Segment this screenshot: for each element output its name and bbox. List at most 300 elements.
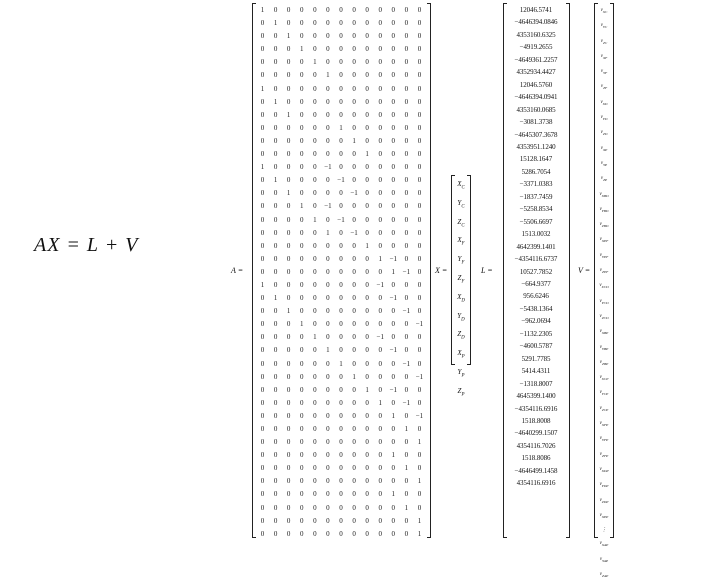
vector_L-entry: −4646499.1458 bbox=[514, 466, 558, 475]
matrix-a-entry: 0 bbox=[313, 150, 317, 159]
matrix-a-entry: 0 bbox=[404, 32, 409, 41]
vector-l-label: L = bbox=[481, 266, 493, 275]
matrix-a-entry: 0 bbox=[260, 438, 265, 447]
matrix-a-entry: −1 bbox=[415, 372, 424, 381]
vector_V-entry: $v_{ZP}$ bbox=[600, 176, 608, 183]
matrix-a-entry: 0 bbox=[365, 97, 369, 106]
matrix-a-entry: 0 bbox=[300, 346, 304, 355]
matrix-a-entry: 0 bbox=[391, 438, 396, 447]
vector_V-entry: $v_{XAP}$ bbox=[599, 541, 609, 548]
matrix-a-entry: 0 bbox=[365, 333, 369, 342]
matrix-a-entry: 0 bbox=[391, 58, 396, 67]
matrix-a-entry: 0 bbox=[326, 97, 330, 106]
matrix-a-entry: 0 bbox=[365, 215, 369, 224]
matrix-a-entry: 0 bbox=[313, 163, 317, 172]
matrix-a-entry: 0 bbox=[313, 136, 317, 145]
matrix-a-entry: 0 bbox=[273, 516, 278, 525]
vector_X-entry: $Z_D$ bbox=[457, 330, 465, 341]
matrix-a-entry: 0 bbox=[260, 202, 265, 211]
matrix-a-entry: 0 bbox=[417, 490, 422, 499]
matrix-a-entry: 0 bbox=[339, 84, 343, 93]
matrix-a-entry: 0 bbox=[260, 451, 265, 460]
matrix-a-entry: 0 bbox=[313, 280, 317, 289]
matrix-a-entry: 0 bbox=[273, 385, 278, 394]
matrix-a-entry: −1 bbox=[402, 267, 411, 276]
vector-v-label: V = bbox=[578, 266, 591, 275]
vector_L-entry: −962.0694 bbox=[521, 317, 551, 326]
vector_L-entry: −3371.0383 bbox=[519, 180, 553, 189]
matrix-a-entry: 0 bbox=[326, 280, 330, 289]
matrix-a-entry: 0 bbox=[326, 150, 330, 159]
matrix-a-entry: 0 bbox=[260, 464, 265, 473]
matrix-a-entry: 0 bbox=[300, 228, 304, 237]
matrix-a-entry: 0 bbox=[300, 254, 304, 263]
matrix-a-entry: 0 bbox=[286, 333, 291, 342]
matrix-a-entry: 0 bbox=[260, 425, 265, 433]
matrix-a-entry: 1 bbox=[300, 202, 304, 211]
matrix-a-entry: 0 bbox=[378, 359, 382, 368]
matrix-a-entry: 0 bbox=[391, 189, 396, 198]
matrix-a-entry: 0 bbox=[404, 294, 409, 303]
matrix-a-entry: 0 bbox=[326, 529, 330, 538]
matrix-a-entry: 0 bbox=[391, 45, 396, 54]
matrix-a-entry: 0 bbox=[404, 529, 409, 538]
matrix-a-entry: 0 bbox=[260, 516, 265, 525]
matrix-a-entry: 0 bbox=[404, 438, 409, 447]
matrix-a-entry: 0 bbox=[260, 123, 265, 132]
matrix-a-entry: 0 bbox=[300, 280, 304, 289]
matrix-a-entry: 0 bbox=[378, 163, 382, 172]
matrix-a-entry: 1 bbox=[326, 228, 330, 237]
matrix-a-entry: 0 bbox=[273, 477, 278, 486]
matrix-a-entry: 0 bbox=[260, 32, 265, 41]
matrix-a-entry: 0 bbox=[286, 163, 291, 172]
matrix-a-entry: 0 bbox=[365, 280, 369, 289]
matrix-a-entry: 0 bbox=[339, 202, 343, 211]
matrix-a-entry: 1 bbox=[378, 398, 382, 407]
matrix-a-entry: 0 bbox=[352, 97, 356, 106]
matrix-a-entry: 0 bbox=[404, 215, 409, 224]
matrix-a-entry: 0 bbox=[391, 136, 396, 145]
matrix-a-entry: 0 bbox=[273, 163, 278, 172]
matrix-a-entry: 0 bbox=[352, 84, 356, 93]
matrix-a-entry: 0 bbox=[378, 411, 382, 420]
vector_L-entry: −4645307.3678 bbox=[514, 130, 558, 139]
matrix-a-entry: 0 bbox=[365, 202, 369, 211]
matrix-a-entry: 0 bbox=[404, 516, 409, 525]
matrix-a-entry: 0 bbox=[286, 123, 291, 132]
matrix-a-entry: 0 bbox=[365, 254, 369, 263]
vector_V-entry: $v_{YEF}$ bbox=[599, 252, 609, 259]
matrix-a-entry: 0 bbox=[326, 110, 330, 119]
matrix-a-entry: 1 bbox=[417, 438, 422, 447]
vector_V-entry: $v_{ZD}$ bbox=[600, 130, 608, 137]
matrix-a-entry: −1 bbox=[415, 320, 424, 329]
matrix-a-entry: 0 bbox=[300, 294, 304, 303]
matrix-a-entry: 0 bbox=[286, 202, 291, 211]
matrix-a-entry: 0 bbox=[313, 97, 317, 106]
matrix-a-entry: 0 bbox=[339, 136, 343, 145]
matrix-a-entry: 0 bbox=[339, 516, 343, 525]
matrix-a-entry: 0 bbox=[339, 97, 343, 106]
matrix-a-entry: 0 bbox=[313, 516, 317, 525]
matrix-a-entry: 0 bbox=[273, 136, 278, 145]
matrix-a-entry: 0 bbox=[300, 123, 304, 132]
matrix-a-entry: 0 bbox=[404, 254, 409, 263]
matrix-a-entry: 0 bbox=[378, 123, 382, 132]
matrix-a-entry: 0 bbox=[391, 110, 396, 119]
matrix-a-entry: 0 bbox=[326, 503, 330, 512]
matrix-a-entry: 0 bbox=[378, 228, 382, 237]
matrix-a-entry: 0 bbox=[365, 503, 369, 512]
matrix-a-entry: 0 bbox=[339, 294, 343, 303]
matrix-a-entry: 1 bbox=[391, 411, 396, 420]
matrix-a-entry: 0 bbox=[352, 6, 356, 14]
matrix-a-entry: 0 bbox=[417, 58, 422, 67]
matrix-a-entry: 0 bbox=[286, 58, 291, 67]
matrix-a-entry: 0 bbox=[352, 333, 356, 342]
vector_L-entry: −4649361.2257 bbox=[514, 55, 558, 64]
matrix-a-entry: 1 bbox=[313, 58, 317, 67]
matrix-a-entry: 0 bbox=[286, 425, 291, 433]
matrix-a-entry: 0 bbox=[339, 110, 343, 119]
vector_V-entry: $v_{ZF}$ bbox=[600, 84, 608, 91]
matrix-a-entry: 0 bbox=[300, 215, 304, 224]
matrix-a-entry: 0 bbox=[339, 241, 343, 250]
matrix-a-entry: 0 bbox=[313, 110, 317, 119]
matrix-a-entry: 0 bbox=[391, 280, 396, 289]
vector_V-entry: $v_{ZDP}$ bbox=[599, 497, 609, 504]
matrix-a-entry: 0 bbox=[365, 464, 369, 473]
matrix-a-entry: 0 bbox=[300, 84, 304, 93]
matrix-a-entry: 0 bbox=[404, 280, 409, 289]
matrix-a-entry: 0 bbox=[286, 280, 291, 289]
matrix-a-entry: 0 bbox=[417, 267, 422, 276]
matrix-a-entry: 0 bbox=[365, 529, 369, 538]
matrix-a-entry: 0 bbox=[300, 477, 304, 486]
vector_V-entry: $v_{XFP}$ bbox=[599, 421, 609, 428]
vector_V-entry: $v_{ZC}$ bbox=[600, 38, 608, 45]
vector-v bbox=[597, 4, 611, 583]
matrix-a-entry: 0 bbox=[378, 267, 382, 276]
matrix-a-entry: 1 bbox=[260, 280, 265, 289]
matrix-a-entry: 0 bbox=[260, 228, 265, 237]
matrix-a-entry: 0 bbox=[352, 176, 356, 185]
matrix-a-entry: 0 bbox=[339, 32, 343, 41]
matrix-a-entry: −1 bbox=[324, 202, 332, 211]
matrix-a-entry: 0 bbox=[339, 490, 343, 499]
matrix-a-entry: 0 bbox=[286, 320, 291, 329]
matrix-a-entry: 0 bbox=[365, 411, 369, 420]
matrix-a-entry: 0 bbox=[417, 359, 422, 368]
matrix-a-entry: 0 bbox=[365, 294, 369, 303]
matrix-a-entry: 0 bbox=[260, 411, 265, 420]
matrix-a-entry: 0 bbox=[273, 411, 278, 420]
matrix-a-entry: 0 bbox=[313, 254, 317, 263]
matrix-a-entry: 0 bbox=[260, 346, 265, 355]
matrix-a-entry: 0 bbox=[391, 307, 396, 316]
matrix-a-entry: 0 bbox=[326, 45, 330, 54]
matrix-a-entry: 0 bbox=[300, 58, 304, 67]
matrix-a-entry: 0 bbox=[313, 490, 317, 499]
matrix-a-entry: 0 bbox=[273, 451, 278, 460]
matrix-a-entry: 0 bbox=[417, 150, 422, 159]
matrix-a-entry: 0 bbox=[273, 280, 278, 289]
vector_L-entry: 12046.5741 bbox=[519, 6, 553, 14]
vector_L-entry: −4354116.6916 bbox=[514, 404, 558, 413]
matrix-a-entry: 0 bbox=[378, 58, 382, 67]
matrix-a-entry: 0 bbox=[391, 503, 396, 512]
matrix-a-entry: 1 bbox=[391, 490, 396, 499]
matrix-a-entry: 0 bbox=[404, 385, 409, 394]
matrix-a-entry: 0 bbox=[286, 398, 291, 407]
matrix-a-entry: 0 bbox=[260, 385, 265, 394]
matrix-a-entry: 1 bbox=[404, 503, 409, 512]
matrix-a-entry: 0 bbox=[339, 71, 343, 80]
matrix-a-entry: 0 bbox=[378, 202, 382, 211]
matrix-a-entry: 0 bbox=[326, 425, 330, 433]
matrix-a-entry: 0 bbox=[313, 359, 317, 368]
matrix-a-entry: 0 bbox=[404, 150, 409, 159]
vector_V-entry: $v_{XBD}$ bbox=[599, 191, 609, 198]
matrix-a-entry: 0 bbox=[326, 215, 330, 224]
matrix-a-entry: 0 bbox=[365, 516, 369, 525]
matrix-a-entry: 0 bbox=[417, 215, 422, 224]
matrix-a-entry: 0 bbox=[365, 32, 369, 41]
matrix-a-entry: 0 bbox=[391, 150, 396, 159]
matrix-a-entry: 0 bbox=[417, 71, 422, 80]
matrix-a-entry: 0 bbox=[339, 346, 343, 355]
matrix-a-entry: 0 bbox=[365, 307, 369, 316]
matrix-a-entry: 0 bbox=[326, 464, 330, 473]
matrix-a-entry: 0 bbox=[313, 176, 317, 185]
matrix-a-entry: 0 bbox=[378, 477, 382, 486]
matrix-a-entry: 0 bbox=[260, 150, 265, 159]
matrix-a-entry: 0 bbox=[313, 425, 317, 433]
vector_L-entry: −1318.8007 bbox=[519, 379, 553, 388]
matrix-a-entry: 0 bbox=[404, 176, 409, 185]
matrix-a-entry: 0 bbox=[404, 477, 409, 486]
matrix-a-entry: 0 bbox=[404, 45, 409, 54]
matrix-a-entry: 0 bbox=[352, 202, 356, 211]
matrix-a-entry: 0 bbox=[404, 189, 409, 198]
matrix-a-entry: 0 bbox=[300, 97, 304, 106]
matrix-a-entry: 0 bbox=[273, 32, 278, 41]
matrix-a-entry: 0 bbox=[313, 411, 317, 420]
matrix-a-entry: 0 bbox=[417, 19, 422, 28]
matrix-a-entry: 0 bbox=[273, 333, 278, 342]
vector_V-entry: $v_{YDP}$ bbox=[599, 482, 609, 489]
matrix-a-entry: 0 bbox=[378, 150, 382, 159]
matrix-a-entry: 0 bbox=[339, 529, 343, 538]
matrix-a-entry: 0 bbox=[339, 6, 343, 14]
matrix-a-entry: 0 bbox=[339, 163, 343, 172]
vector_L-entry: 4352934.4427 bbox=[516, 68, 556, 77]
matrix-a-entry: 0 bbox=[378, 189, 382, 198]
matrix-a-entry: 0 bbox=[273, 189, 278, 198]
matrix-a-entry: 0 bbox=[300, 503, 304, 512]
matrix-a-entry: 0 bbox=[339, 425, 343, 433]
matrix-a-entry: 0 bbox=[286, 19, 291, 28]
matrix-a-entry: 0 bbox=[391, 529, 396, 538]
vector_L-entry: −664.9377 bbox=[521, 279, 551, 288]
matrix-a-entry: −1 bbox=[376, 280, 384, 289]
matrix-a-entry: 0 bbox=[300, 163, 304, 172]
matrix-a-entry: 0 bbox=[352, 19, 356, 28]
matrix-a-entry: 0 bbox=[378, 490, 382, 499]
matrix-a-entry: 0 bbox=[417, 202, 422, 211]
matrix-a-entry: 0 bbox=[365, 438, 369, 447]
matrix-a-entry: 0 bbox=[326, 189, 330, 198]
matrix-a-entry: −1 bbox=[337, 215, 345, 224]
matrix-a-entry: 0 bbox=[391, 425, 396, 433]
matrix-a-entry: 1 bbox=[326, 346, 330, 355]
matrix-a-entry: 1 bbox=[404, 425, 409, 433]
matrix-a-entry: 0 bbox=[378, 438, 382, 447]
matrix-a-entry: 0 bbox=[326, 84, 330, 93]
vector_V-entry: $v_{XF}$ bbox=[600, 53, 608, 60]
matrix-a-entry: 0 bbox=[391, 398, 396, 407]
matrix-a-entry: 0 bbox=[339, 503, 343, 512]
matrix-a-entry: 0 bbox=[273, 254, 278, 263]
matrix-a-entry: 0 bbox=[260, 398, 265, 407]
matrix-a-entry: 0 bbox=[404, 372, 409, 381]
matrix-a-entry: 0 bbox=[391, 464, 396, 473]
vector-v-right-bracket bbox=[610, 3, 614, 538]
matrix-a-entry: 0 bbox=[326, 254, 330, 263]
vector_V-entry: $v_{ZCD}$ bbox=[599, 313, 609, 320]
matrix-a-entry: 1 bbox=[300, 320, 304, 329]
matrix-a-entry: 0 bbox=[391, 32, 396, 41]
matrix-a-entry: 0 bbox=[339, 280, 343, 289]
matrix-a-entry: 1 bbox=[313, 333, 317, 342]
matrix-a-entry: 0 bbox=[286, 254, 291, 263]
matrix-a-entry: 0 bbox=[300, 6, 304, 14]
matrix-a-entry: 1 bbox=[365, 241, 369, 250]
matrix-a-entry: 0 bbox=[313, 385, 317, 394]
matrix-a-entry: 0 bbox=[378, 176, 382, 185]
matrix-a-entry: 0 bbox=[352, 425, 356, 433]
vector_X-entry: $Y_P$ bbox=[457, 367, 465, 379]
matrix-a-entry: 0 bbox=[260, 359, 265, 368]
matrix-a-entry: 0 bbox=[404, 123, 409, 132]
matrix-a-entry: 1 bbox=[273, 97, 278, 106]
matrix-a-entry: 0 bbox=[365, 425, 369, 433]
vector_L-entry: 1518.8086 bbox=[521, 454, 551, 463]
matrix-a-entry: 0 bbox=[365, 267, 369, 276]
matrix-a-entry: 0 bbox=[300, 71, 304, 80]
matrix-a-entry: 0 bbox=[378, 294, 382, 303]
vector_L-entry: 1513.0032 bbox=[521, 230, 551, 239]
matrix-a-entry: 1 bbox=[352, 372, 356, 381]
matrix-a-entry: 0 bbox=[417, 280, 422, 289]
matrix-a-entry: 0 bbox=[286, 477, 291, 486]
vector_L-entry: 4353160.0685 bbox=[516, 105, 556, 114]
matrix-a-entry: 0 bbox=[417, 398, 422, 407]
matrix-a-entry: 0 bbox=[378, 464, 382, 473]
matrix-a-entry: 0 bbox=[286, 176, 291, 185]
vector_X-entry: $Y_D$ bbox=[457, 311, 465, 322]
matrix-a-entry: 0 bbox=[378, 32, 382, 41]
matrix-a-entry: 0 bbox=[365, 451, 369, 460]
matrix-a-entry: 0 bbox=[300, 425, 304, 433]
matrix-a-entry: 0 bbox=[300, 398, 304, 407]
matrix-a-entry: 0 bbox=[352, 490, 356, 499]
matrix-a-entry: 1 bbox=[286, 110, 291, 119]
matrix-a-entry: 0 bbox=[365, 19, 369, 28]
matrix-a-entry: 0 bbox=[339, 372, 343, 381]
vector_L-entry: −4600.5787 bbox=[519, 342, 553, 351]
matrix-a-entry: 0 bbox=[365, 176, 369, 185]
matrix-a-entry: 1 bbox=[286, 189, 291, 198]
matrix-a-entry: 0 bbox=[286, 503, 291, 512]
matrix-a-entry: 0 bbox=[352, 346, 356, 355]
matrix-a-entry: 0 bbox=[352, 451, 356, 460]
matrix-a-entry: 0 bbox=[339, 333, 343, 342]
vector_V-entry: $v_{ZAP}$ bbox=[599, 571, 609, 578]
matrix-a-entry: 0 bbox=[404, 84, 409, 93]
matrix-a-entry: 0 bbox=[404, 411, 409, 420]
vector_L-entry: 5414.4311 bbox=[521, 367, 551, 376]
matrix-a-entry: 0 bbox=[260, 176, 265, 185]
matrix-a-entry: 0 bbox=[273, 346, 278, 355]
matrix-a-entry: 0 bbox=[391, 241, 396, 250]
matrix-a-entry: 0 bbox=[286, 84, 291, 93]
vector-l bbox=[506, 4, 566, 490]
matrix-a-entry: −1 bbox=[389, 294, 398, 303]
vector_X-entry: $Y_F$ bbox=[457, 255, 465, 266]
matrix-a-entry: −1 bbox=[402, 307, 411, 316]
matrix-a-entry: 0 bbox=[417, 385, 422, 394]
matrix-a-entry: 0 bbox=[417, 333, 422, 342]
vector_X-entry: $X_D$ bbox=[457, 292, 465, 304]
matrix-a-entry: 0 bbox=[365, 6, 369, 14]
vector_V-entry: $v_{YAP}$ bbox=[599, 556, 609, 563]
matrix-a-entry: 1 bbox=[391, 267, 396, 276]
matrix-a-entry: 0 bbox=[273, 490, 278, 499]
matrix-a-entry: 0 bbox=[404, 110, 409, 119]
matrix-a-entry: 0 bbox=[417, 32, 422, 41]
vector_V-entry: $v_{XD}$ bbox=[600, 99, 608, 106]
matrix-a-entry: 0 bbox=[391, 359, 396, 368]
matrix-a-entry: 0 bbox=[417, 136, 422, 145]
matrix-a-entry: 0 bbox=[352, 150, 356, 159]
matrix-a-entry: 0 bbox=[313, 32, 317, 41]
matrix-a-entry: 0 bbox=[339, 320, 343, 329]
vector_V-entry: $v_{XCD}$ bbox=[599, 283, 609, 290]
matrix-a-entry: 0 bbox=[378, 372, 382, 381]
matrix-a-entry: 0 bbox=[378, 320, 382, 329]
matrix-a-entry: −1 bbox=[350, 189, 358, 198]
vector_V-entry: $v_{YF}$ bbox=[600, 69, 608, 76]
vector_L-entry: −5438.1364 bbox=[519, 304, 553, 313]
matrix-a-entry: 0 bbox=[326, 19, 330, 28]
matrix-a-entry: 0 bbox=[300, 411, 304, 420]
matrix-a-entry: 0 bbox=[339, 267, 343, 276]
matrix-a-entry: 0 bbox=[326, 359, 330, 368]
matrix-a-entry: 0 bbox=[286, 228, 291, 237]
matrix-a-entry: −1 bbox=[350, 228, 358, 237]
matrix-a-entry: 0 bbox=[286, 529, 291, 538]
matrix-a-entry: 0 bbox=[417, 241, 422, 250]
vector_L-entry: 15128.1647 bbox=[519, 155, 553, 164]
matrix-a-entry: 0 bbox=[339, 464, 343, 473]
matrix-a-entry: 0 bbox=[378, 516, 382, 525]
matrix-a-entry: 0 bbox=[273, 320, 278, 329]
matrix-a-entry: 0 bbox=[339, 189, 343, 198]
vector_V-entry: $v_{YFP}$ bbox=[599, 436, 609, 443]
vector_V-entry: $v_{XP}$ bbox=[600, 145, 608, 152]
